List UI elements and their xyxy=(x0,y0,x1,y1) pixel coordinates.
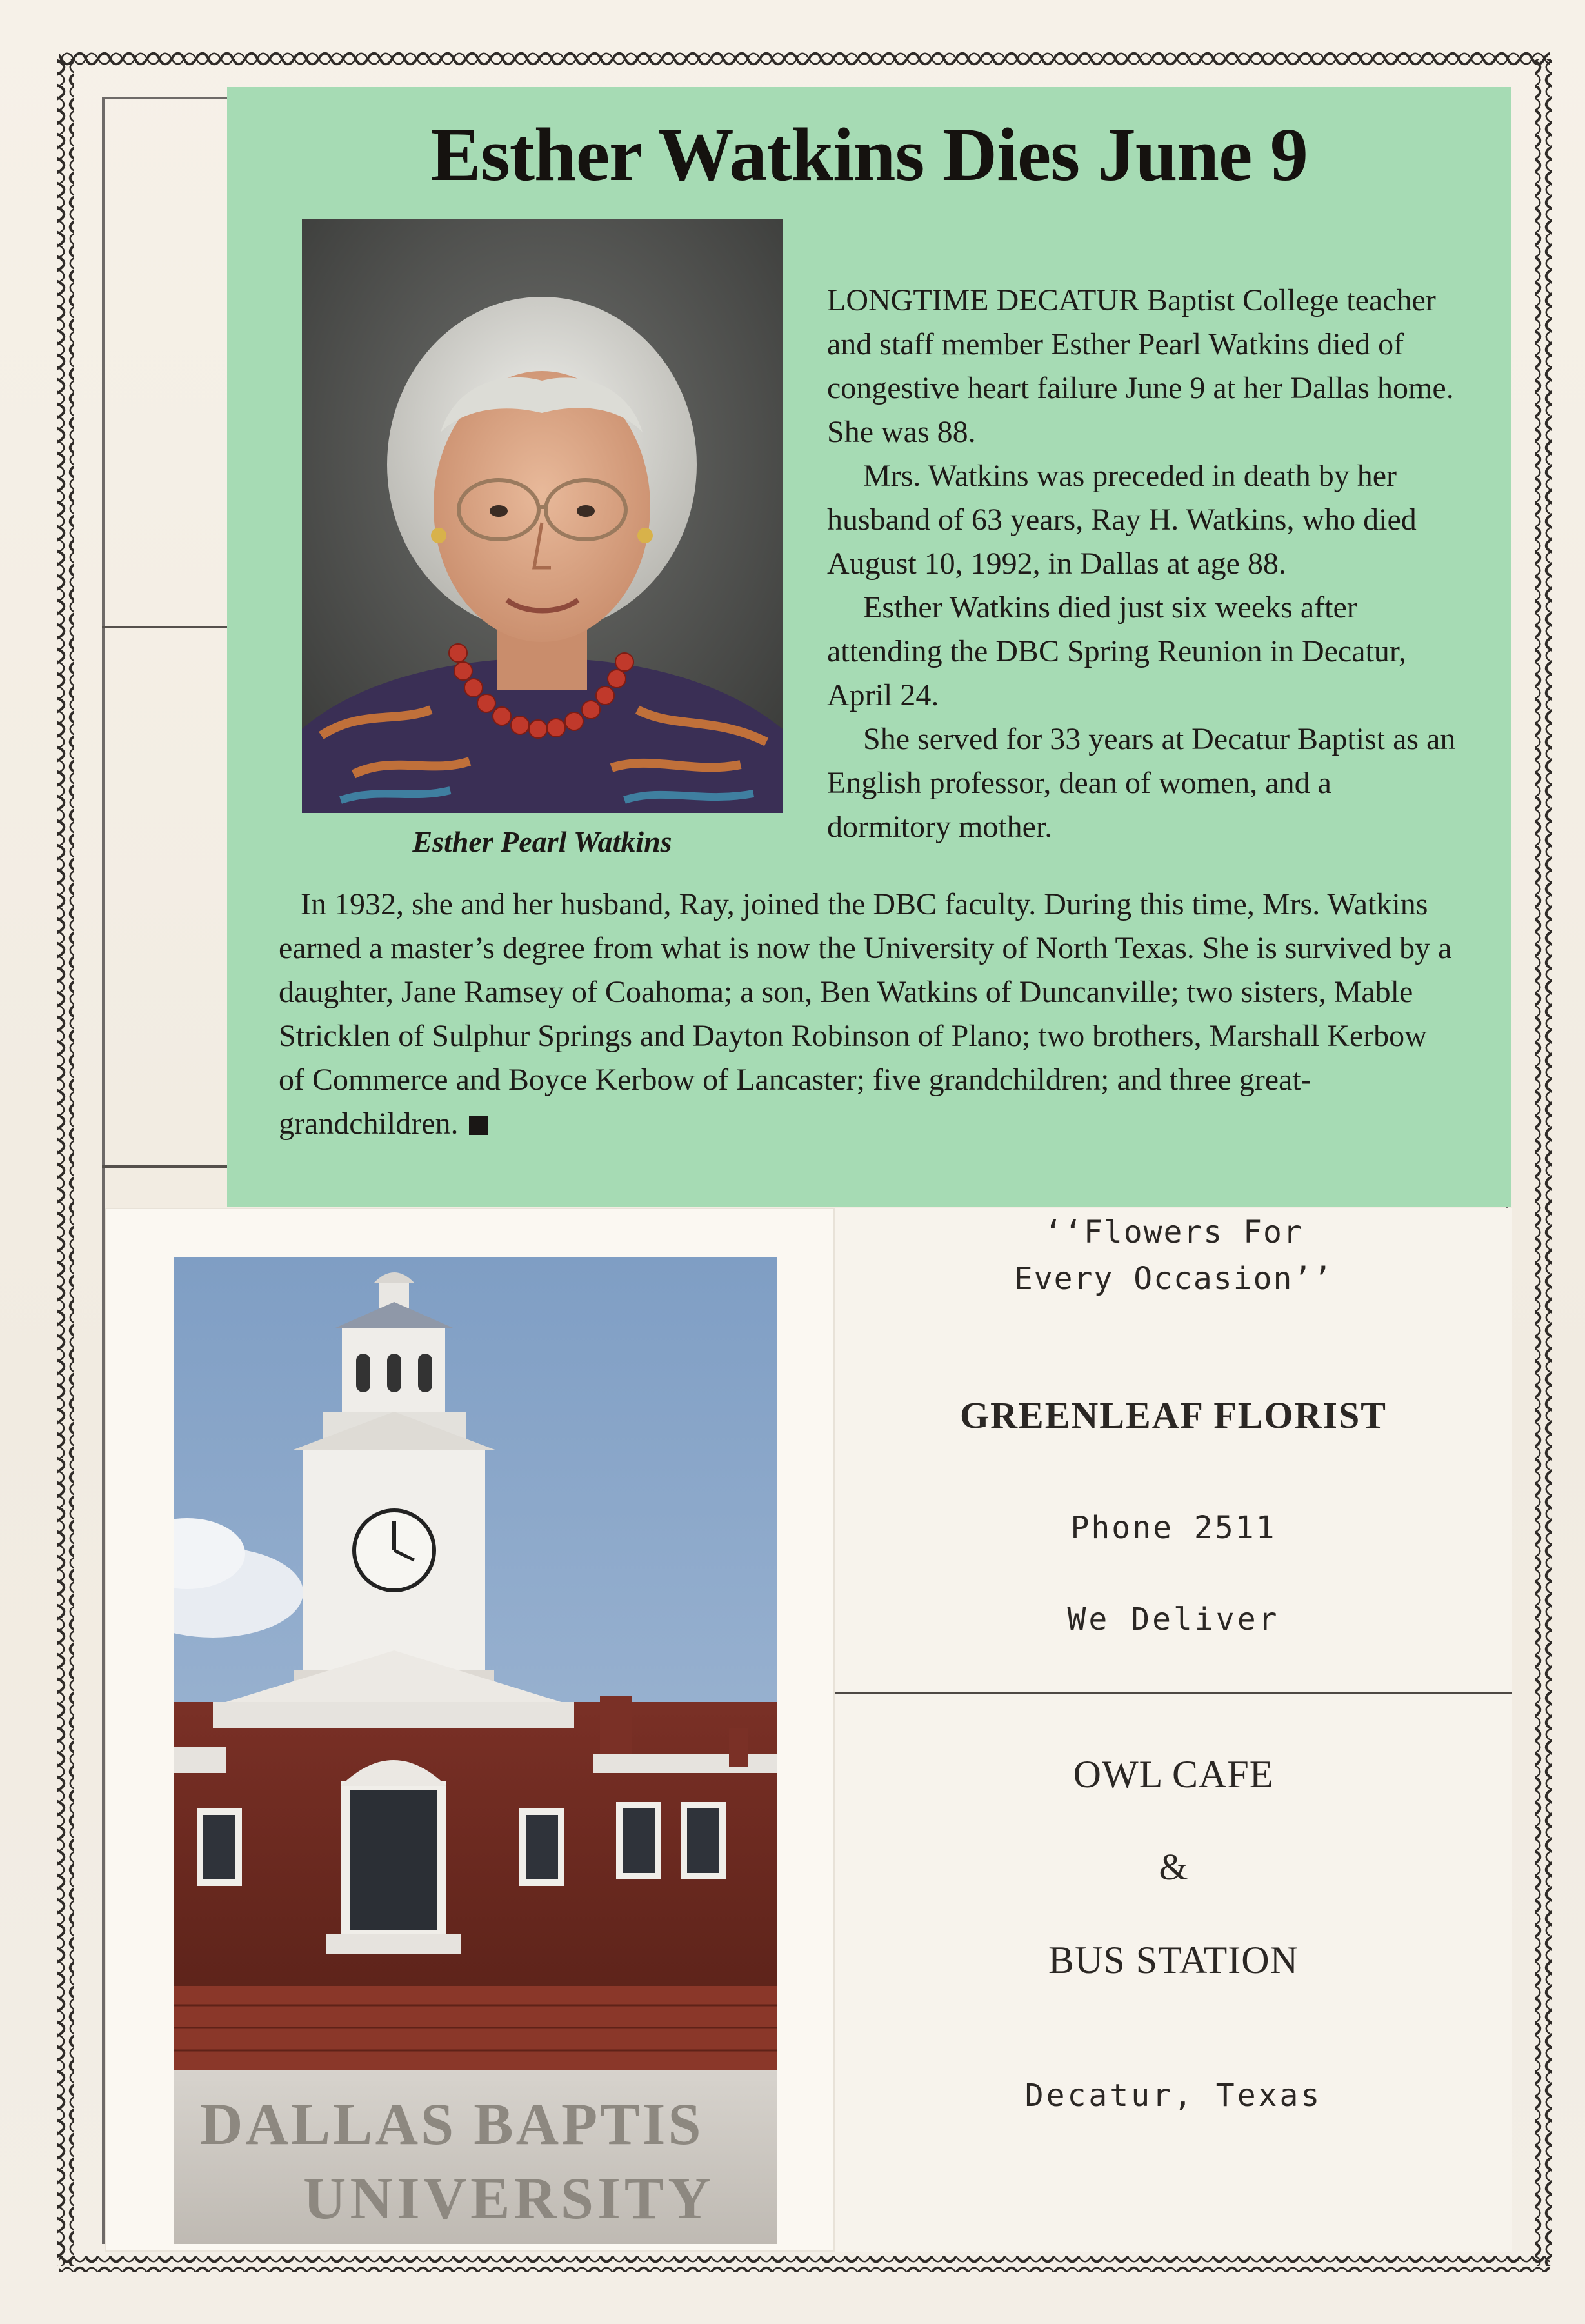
article-body-column xyxy=(827,279,1459,849)
cafe-location: Decatur, Texas xyxy=(1024,2078,1322,2114)
article-closing-text: In 1932, she and her husband, Ray, joined the DBC faculty. During this time, Mrs. Watkins earned a master’s degree from what is now the University of North Texas. She is survived by a daughter, Jane Ramsey of Coahoma; a son, Ben Watkins of Duncanville; two sisters, Mable Stricklen of Sulphur Springs and Dayton Robinson of Plano; two brothers, Marshall Kerbow of Commerce and Boyce Kerbow of Lancaster; five grandchildren; and three great-grandchildren. xyxy=(279,887,1452,1141)
sign-text-line2: UNIVERSITY xyxy=(303,2165,715,2231)
bus-station-name: BUS STATION xyxy=(1048,1939,1299,1981)
cafe-ampersand: & xyxy=(1159,1846,1188,1888)
article-paragraph: LONGTIME DECATUR Baptist College teacher and staff member Esther Pearl Watkins died of congestive heart failure June 9 at her Dallas home. She was 88. xyxy=(827,283,1454,449)
obituary-headline: Esther Watkins Dies June 9 xyxy=(430,112,1308,197)
article-paragraph: Esther Watkins died just six weeks after attending the DBC Spring Reunion in Decatur, April 24. xyxy=(827,590,1406,712)
layout-rule xyxy=(102,626,237,628)
florist-slogan: ‘‘Flowers For Every Occasion’’ xyxy=(1013,1214,1333,1297)
sign-text-line1: DALLAS BAPTIS xyxy=(200,2091,704,2157)
end-mark-icon xyxy=(469,1116,488,1135)
article-closing-paragraph xyxy=(279,883,1453,1146)
layout-rule xyxy=(102,1165,237,1168)
florist-delivery: We Deliver xyxy=(1067,1601,1280,1638)
florist-name: GREENLEAF FLORIST xyxy=(960,1394,1387,1436)
ad-divider xyxy=(835,1692,1512,1694)
portrait-caption: Esther Pearl Watkins xyxy=(412,825,672,858)
article-paragraph: She served for 33 years at Decatur Baptist as an English professor, dean of women, and a dormitory mother. xyxy=(827,722,1456,844)
cafe-name: OWL CAFE xyxy=(1073,1753,1274,1796)
university-clock-tower-photo xyxy=(174,1257,777,2244)
article-paragraph: Mrs. Watkins was preceded in death by her husband of 63 years, Ray H. Watkins, who died August 10, 1992, in Dallas at age 88. xyxy=(827,459,1417,581)
florist-phone: Phone 2511 xyxy=(1070,1510,1277,1546)
portrait-photo xyxy=(302,219,783,813)
